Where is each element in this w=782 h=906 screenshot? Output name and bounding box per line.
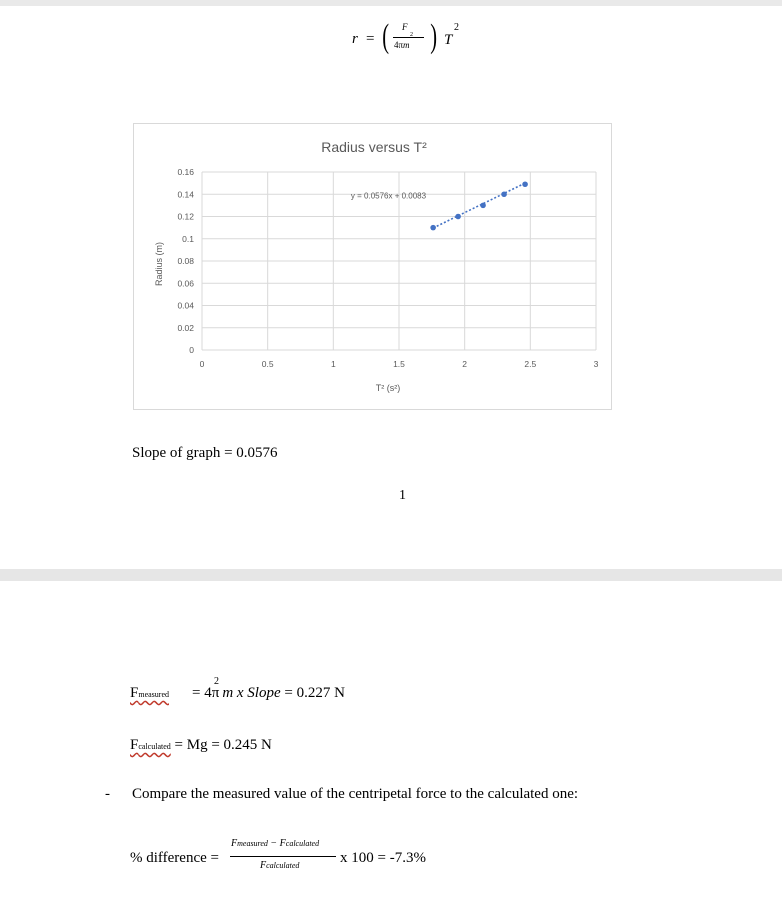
eq-close-paren: ) [430,18,438,55]
chart-y-tick-label: 0.12 [177,211,194,222]
f-calculated-sub: calculated [138,742,171,751]
percent-diff-numerator [231,838,319,849]
f-measured-var: m x Slope [222,685,281,701]
chart-data-point [480,203,486,209]
chart-y-tick-label: 0.14 [177,189,194,200]
f-calculated-letter: F [130,737,139,753]
chart-x-tick-label: 2 [462,359,468,369]
f-measured-suffix: = 0.227 N [284,685,345,701]
chart-y-tick-label: 0.02 [177,322,194,333]
chart-x-tick-label: 0 [199,359,205,369]
f-calculated-line [130,737,272,754]
percent-diff-result: x 100 = -7.3% [340,850,426,866]
percent-diff-denominator [260,860,299,871]
f-measured-letter: F [130,685,139,701]
percent-diff-fraction-bar [230,856,336,857]
chart-trendline [433,183,525,228]
bullet-dash: - [105,786,110,802]
chart-x-tick-label: 0.5 [261,359,274,369]
page-break [0,569,782,581]
eq-lhs: r [352,31,358,47]
chart-y-tick-label: 0.08 [177,256,194,266]
pd-num-s1: measured [237,839,268,848]
chart-x-tick-label: 1 [330,359,336,369]
page-number: 1 [399,488,406,503]
pd-den-f: F [260,860,267,871]
eq-fraction-bar [393,37,424,38]
eq-var-exp: 2 [454,22,459,33]
chart-title: Radius versus T² [321,139,427,155]
pd-num-minus: − F [270,838,286,849]
eq-denominator [394,40,410,50]
f-measured-prefix: = 4π [192,685,220,701]
f-calculated-expr: = Mg = 0.245 N [174,737,272,753]
chart-x-tick-label: 1.5 [393,359,405,369]
chart-svg [134,124,613,411]
eq-den-exp: 2 [410,32,413,38]
f-measured-label [130,685,169,702]
f-measured-line [130,676,530,706]
f-calculated-label [130,737,171,753]
chart-y-axis-label: Radius (m) [154,241,164,287]
percent-difference-line [130,838,490,882]
eq-numerator: F [402,22,408,32]
percent-diff-label: % difference = [130,850,219,866]
eq-den-pre: 4π [394,40,404,50]
chart-y-tick-label: 0.06 [177,278,194,289]
chart-x-tick-label: 2.5 [524,359,537,369]
f-measured-exp: 2 [214,676,219,687]
eq-equals: = [366,31,375,47]
chart-y-tick-label: 0 [189,345,194,355]
f-measured-expr [192,685,345,702]
chart-x-tick-label: 3 [593,359,599,369]
radius-chart [133,123,612,410]
chart-data-point [522,181,528,187]
chart-y-tick-label: 0.04 [177,300,194,311]
chart-trendline-label: y = 0.0576x + 0.0083 [350,191,427,201]
eq-den-var: m [403,40,410,50]
chart-y-tick-label: 0.1 [182,233,194,244]
chart-data-point [430,225,436,231]
slope-text: Slope of graph = 0.0576 [132,445,278,461]
pd-den-s: calculated [266,861,300,870]
pd-num-s2: calculated [285,839,320,848]
chart-data-point [455,214,461,220]
eq-open-paren: ( [382,18,390,55]
bullet-text: Compare the measured value of the centripetal force to the calculated one: [132,786,579,802]
eq-var: T [444,32,453,48]
chart-trendline-group [351,183,525,228]
top-page-edge [0,0,782,6]
f-measured-sub: measured [138,690,169,699]
chart-y-tick-label: 0.16 [177,167,194,177]
pd-num-f1: F [231,838,238,849]
chart-x-axis-label: T² (s²) [375,383,401,393]
chart-data-point [501,191,507,197]
